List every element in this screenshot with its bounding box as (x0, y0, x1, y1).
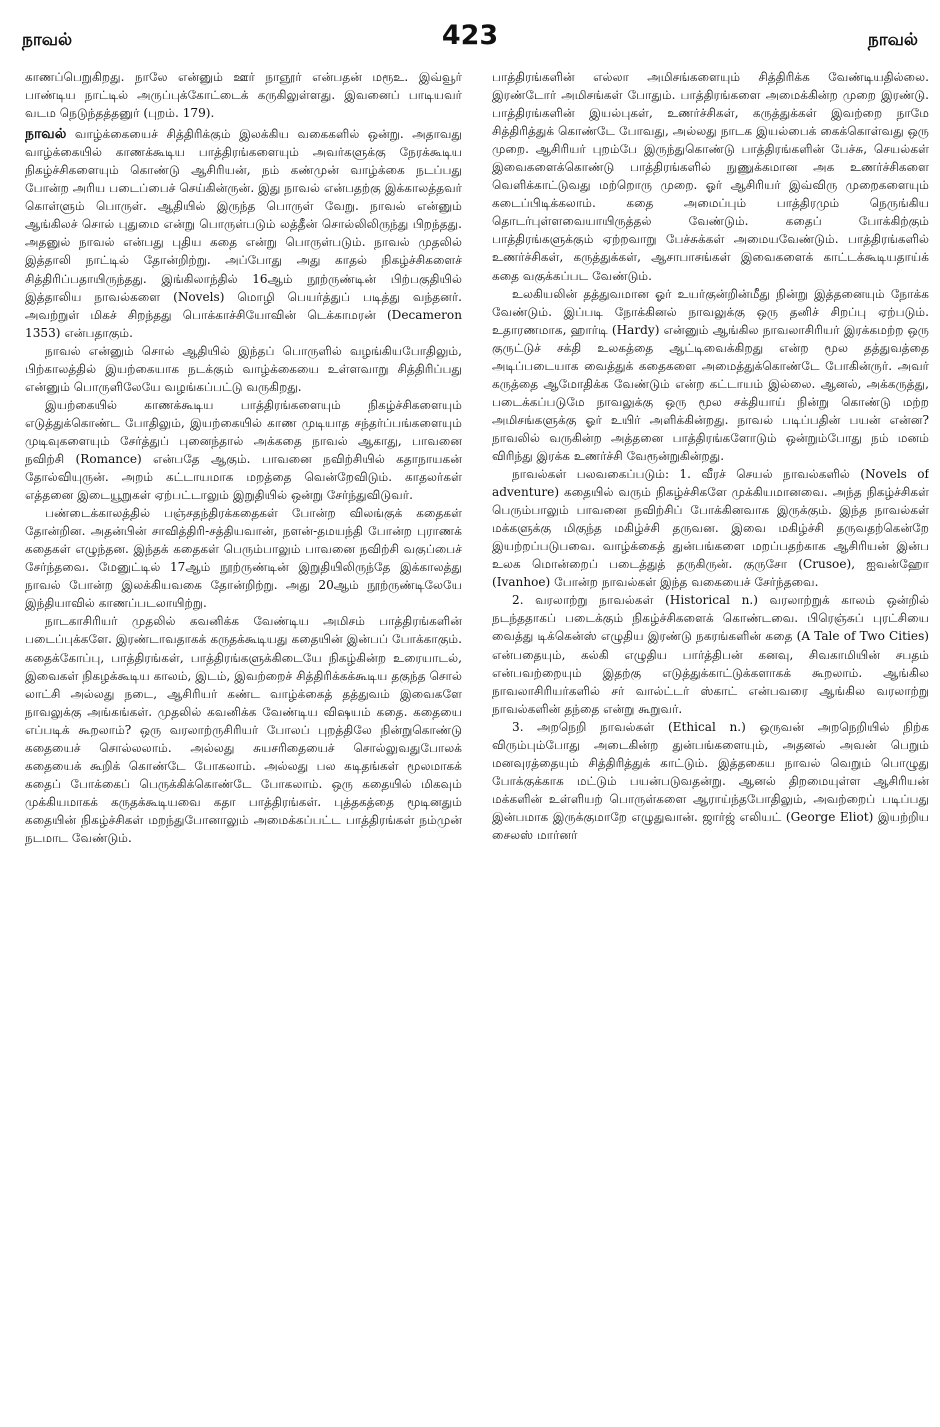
paragraph: பாத்திரங்களின் எல்லா அமிசங்களையும் சித்திரிக்க வேண்டியதில்லை. இரண்டோர் அமிசங்கள் போதும். பாத்திரங்களை அமைக்கின்ற முறை இரண்டு. பாத்திரங்களின் இயல்புகள், உணர்ச்சிகள், கருத்துக்கள் இவற்றை நாமே சித்திரித்துக் கொண்டே போவது, அல்லது நாடக இயல்பைக் கைக்கொள்வது ஒரு முறை. ஆசிரியர் புறம்பே இருந்துகொண்டு பாத்திரங்களின் பேச்சு, செயல்கள் இவைகளைக்கொண்டு பாத்திரங்களில் நுணுக்கமான அக உணர்ச்சிகளை வெளிக்காட்டுவது மற்றொரு முறை. ஓர் ஆசிரியர் இவ்விரு முறைகளையும் கடைப்பிடிக்கலாம். கதை அமைப்பும் பாத்திரமும் நெருங்கிய தொடர்புள்ளவையாயிருத்தல் வேண்டும். கதைப் போக்கிற்கும் பாத்திரங்களுக்கும் ஏற்றவாறு பேச்சுக்கள் அமையவேண்டும். பாத்திரங்களில் உணர்ச்சிகள், கருத்துக்கள், ஆசாபாசங்கள் இவைகளைக் காட்டக்கூடியதாய்க் கதை வகுக்கப்பட வேண்டும். (492, 70, 929, 283)
paragraph: பண்டைக்காலத்தில் பஞ்சதந்திரக்கதைகள் போன்ற விலங்குக் கதைகள் தோன்றின. அதன்பின் சாவித்திரி-சத்தியவான், நளன்-தமயந்தி போன்ற புராணக் கதைகள் எழுந்தன. இந்தக் கதைகள் பெரும்பாலும் பாவனை நவிற்சி வகுப்பைச் சேர்ந்தவை. மேனுட்டில் 17ஆம் நூற்ருண்டின் இறுதியிலிருந்தே இக்காலத்து நாவல் போன்ற இலக்கியவகை தோன்றிற்று. அது 20ஆம் நூற்ருண்டிலேயே இந்தியாவில் காணப்படலாயிற்று. (25, 506, 462, 611)
entry-text: வாழ்க்கையைச் சித்திரிக்கும் இலக்கிய வகைகளில் ஒன்று. அதாவது வாழ்க்கையில் காணக்கூடிய பாத்திரங்களையும் அவர்களுக்கு நேரக்கூடிய நிகழ்ச்சிகளையும் கொண்டு ஆசிரியன், நம் கண்முன் வாழ்க்கை நடப்பது போன்ற அரிய படைப்பைச் செய்கின்ருன். இது நாவல் என்பதற்கு இக்காலத்தவர் கொள்ளும் பொருள். ஆதியில் இருந்த பொருள் வேறு. நாவல் என்னும் ஆங்கிலச் சொல் புதுமை என்று பொருள்படும் லத்தீன் சொல்லிலிருந்து பிறந்தது. அதனுல் நாவல் என்பது புதிய கதை என்று பொருள்படும். நாவல் முதலில் இத்தாலி நாட்டில் தோன்றிற்று. அப்போது அது காதல் நிகழ்ச்சிகளைச் சித்திரிப்பதாயிருந்தது. இங்கிலாந்தில் 16ஆம் நூற்ருண்டின் பிற்பகுதியில் இத்தாலிய நாவல்களை (Novels) மொழி பெயர்த்துப் படித்து வந்தனர். அவற்றுள் மிகச் சிறந்தது பொக்காச்சியோவின் டெக்காமரன் (Decameron 1353) என்பதாகும். (25, 127, 462, 340)
page-number: 423 (441, 20, 499, 51)
paragraph: நாடகாசிரியர் முதலில் கவனிக்க வேண்டிய அமிசம் பாத்திரங்களின் படைப்புக்களே. இரண்டாவதாகக் கருதக்கூடியது கதையின் இன்பப் போக்காகும். கதைக்கோப்பு, பாத்திரங்கள், பாத்திரங்களுக்கிடையே நிகழ்கின்ற உரையாடல், இவைகள் நிகழக்கூடிய காலம், இடம், இவற்றைச் சித்திரிக்கக்கூடிய தகுந்த சொல் லாட்சி அல்லது நடை, ஆசிரியர் கண்ட வாழ்க்கைத் தத்துவம் இவைகளே நாவலுக்கு அங்கங்கள். முதலில் கவனிக்க வேண்டிய விஷயம் கதை. கதையை எப்படிக் கூறலாம்? ஒரு வரலாற்ருசிரியர் போலப் புறத்திலே நின்றுகொண்டு கதையைச் சொல்லலாம். அல்லது சுயசரிதையைச் சொல்லுவதுபோலக் கதையைக் கூறிக் கொண்டே போகலாம். அல்லது பல கடிதங்கள் மூலமாகக் கதைப் போக்கைப் பெருக்கிக்கொண்டே போகலாம். ஒரு கதையில் மிகவும் முக்கியமாகக் கருதக்கூடியவை கதா பாத்திரங்கள். புத்தகத்தை மூடினதும் கதையின் நிகழ்ச்சிகள் மறந்துபோனாலும் அமைக்கப்பட்ட பாத்திரங்கள் நம்முன் நடமாட வேண்டும். (25, 614, 462, 845)
paragraph: உலகியலின் தத்துவமான ஓர் உயர்குன்றின்மீது நின்று இத்தனையும் நோக்க வேண்டும். இப்படி நோக்கினல் நாவலுக்கு ஒரு தனிச் சிறப்பு ஏற்படும். உதாரணமாக, ஹார்டி (Hardy) என்னும் ஆங்கில நாவலாசிரியர் இரக்கமற்ற ஒரு குருட்டுச் சக்தி உலகத்தை ஆட்டிவைக்கிறது என்ற மூல தத்துவத்தை அடிப்படையாக வைத்துக் கதைகளை அமைத்துக்கொண்டே போகின்ருர். அவர் கருத்தை ஆமோதிக்க வேண்டும் என்ற கட்டாயம் இல்லை. ஆனல், அக்கருத்து, படைக்கப்படுமே நாவலுக்கு ஒரு மூல சக்தியாய் நின்று கொண்டு மற்ற அமிசங்களுக்கு ஓர் உயிர் அளிக்கின்றது. நாவல் படிப்பதின் பயன் என்ன? நாவலில் வருகின்ற அத்தனை பாத்திரங்களோடும் ஒன்றும்போது நம் மனம் விரிந்து இரக்க உணர்ச்சி வேரூன்றுகின்றது. (492, 286, 929, 463)
right-column (492, 68, 929, 1413)
entry-paragraph (25, 125, 462, 342)
running-head-right: நாவல் (867, 30, 918, 50)
page-header (22, 20, 918, 60)
running-head-left: நாவல் (22, 30, 73, 50)
left-column (25, 68, 462, 1413)
entry-headword: நாவல் (25, 126, 67, 143)
paragraph: காணப்பெறுகிறது. நாலே என்னும் ஊர் நாஞூர் என்பதன் மரூஉ. இவ்வூர் பாண்டிய நாட்டில் அருப்புக்கோட்டைக் கருகிலுள்ளது. இவனைப் பாடியவர் வடம நெடுந்தத்தனுர் (புறம். 179). (25, 70, 462, 121)
paragraph: இயற்கையில் காணக்கூடிய பாத்திரங்களையும் நிகழ்ச்சிகளையும் எடுத்துக்கொண்ட போதிலும், இயற்கையில் காண முடியாத சந்தர்ப்பங்களையும் முடிவுகளையும் சேர்த்துப் புனைந்தால் அக்கதை நாவல் ஆகாது, பாவனை நவிற்சி (Romance) என்பதே ஆகும். பாவனை நவிற்சியில் கதாநாயகன் தோல்வியுருன். அறம் கட்டாயமாக மறத்தை வென்றேவிடும். காதலர்கள் எத்தனை இடையூறுகள் ஏற்பட்டாலும் இறுதியில் ஒன்று சேர்ந்துவிடுவர். (25, 397, 462, 503)
paragraph: 3. அறநெறி நாவல்கள் (Ethical n.) ஒருவன் அறநெறியில் நிற்க விரும்பும்போது அடைகின்ற துன்பங்களையும், அதனல் அவன் பெறும் மனவுரத்தையும் சித்திரித்துக் காட்டும். இத்தகைய நாவல் வெறும் பொழுது போக்குக்காக மட்டும் பயன்படுவதன்று. ஆனல் திறமையுள்ள ஆசிரியன் மக்களின் உள்ளியற் பொருள்களை ஆராய்ந்தபோதிலும், அவற்றைப் படிப்பது இன்பமாக இருக்குமாறே எழுதுவான். ஜார்ஜ் எலியட் (George Eliot) இயற்றிய சைலஸ் மார்னர் (492, 719, 929, 842)
paragraph: நாவல்கள் பலவகைப்படும்: 1. வீரச் செயல் நாவல்களில் (Novels of adventure) கதையில் வரும் நிகழ்ச்சிகளே முக்கியமானவை. அந்த நிகழ்ச்சிகள் பெரும்பாலும் பாவனை நவிற்சிப் போக்கினவாக இருக்கும். இந்த நாவல்கள் மக்களுக்கு மிகுந்த மகிழ்ச்சி தருவன. இவை மகிழ்ச்சி தருவதற்கென்றே இயற்றப்படுபவை. வாழ்க்கைத் துன்பங்களை மறப்பதற்காக ஆசிரியன் இன்ப உலக மொன்றைப் படைத்துத் தருகிருன். குருசோ (Crusoe), ஐவன்ஹோ (Ivanhoe) போன்ற நாவல்கள் இந்த வகையைச் சேர்ந்தவை. (492, 467, 929, 590)
paragraph: நாவல் என்னும் சொல் ஆதியில் இந்தப் பொருளில் வழங்கியபோதிலும், பிற்காலத்தில் இயற்கையாக நடக்கும் வாழ்க்கையை உள்ளவாறு சித்திரிப்பது என்னும் பொருளிலேயே வழங்கப்பட்டு வருகிறது. (25, 343, 462, 394)
paragraph: 2. வரலாற்று நாவல்கள் (Historical n.) வரலாற்றுக் காலம் ஒன்றில் நடந்ததாகப் படைக்கும் நிகழ்ச்சிகளைக் கொண்டவை. பிரெஞ்சுப் புரட்சியை வைத்து டிக்கென்ஸ் எழுதிய இரண்டு நகரங்களின் கதை (A Tale of Two Cities) என்பதையும், கல்கி எழுதிய பார்த்திபன் கனவு, சிவகாமியின் சபதம் என்பவற்றையும் இதற்கு எடுத்துக்காட்டுக்களாகக் கூறலாம். ஆங்கில நாவலாசிரியர்களில் சர் வால்ட்டர் ஸ்காட் என்பவரை ஆங்கில வரலாற்று நாவல்களின் தந்தை என்று கூறுவர். (492, 593, 929, 716)
